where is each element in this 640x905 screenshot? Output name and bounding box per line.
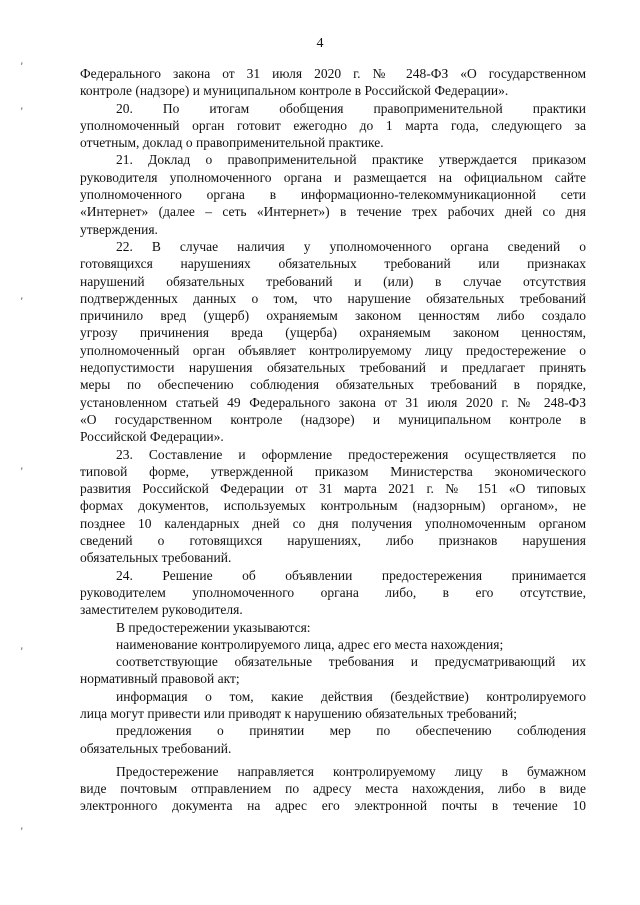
text-line: уполномоченного органа в информационно-телекоммуникационной сети bbox=[80, 187, 586, 203]
text-line: обязательных требований. bbox=[80, 740, 232, 756]
text-line: обязательных требований. bbox=[80, 550, 232, 566]
text-line: В предостережении указываются: bbox=[116, 619, 311, 635]
text-line: угрозу причинения вреда (ущерба) охраняемым законом ценностям, bbox=[80, 325, 586, 341]
list-item: информация о том, какие действия (бездействие) контролируемого bbox=[116, 688, 586, 704]
text-line: нарушений обязательных требований и (или) в случае отсутствия bbox=[80, 273, 586, 289]
text-line: нормативный правовой акт; bbox=[80, 671, 240, 687]
text-line: формах документов, используемых контрольным (надзорным) органом», не bbox=[80, 498, 586, 514]
text-line: установленном статьей 49 Федерального закона от 31 июля 2020 г. № 248-ФЗ bbox=[80, 394, 586, 410]
text-line: утверждения. bbox=[80, 221, 158, 237]
margin-mark: , bbox=[20, 819, 24, 832]
text-line: причинило вред (ущерб) охраняемым законом ценностям либо создало bbox=[80, 308, 586, 324]
margin-mark: , bbox=[20, 459, 24, 472]
list-item: предложения о принятии мер по обеспечению соблюдения bbox=[116, 723, 586, 739]
margin-mark: , bbox=[20, 289, 24, 302]
paragraph-20-line: 20. По итогам обобщения правоприменительной практики bbox=[116, 100, 586, 116]
text-line: руководителем уполномоченного органа либо, в его отсутствие, bbox=[80, 584, 586, 600]
paragraph-23-line: 23. Составление и оформление предостережения осуществляется по bbox=[116, 446, 586, 462]
margin-mark: , bbox=[20, 639, 24, 652]
paragraph-24-line: 24. Решение об объявлении предостережения принимается bbox=[116, 567, 586, 583]
paragraph-22-line: 22. В случае наличия у уполномоченного органа сведений о bbox=[116, 238, 586, 254]
text-line: Российской Федерации». bbox=[80, 429, 224, 445]
text-line: Федерального закона от 31 июля 2020 г. № 248-ФЗ «О государственном bbox=[80, 66, 586, 81]
text-line: готовящихся нарушениях обязательных требований или признаках bbox=[80, 256, 586, 272]
text-line: лица могут привести или приводят к нарушению обязательных требований; bbox=[80, 705, 517, 721]
list-item: наименование контролируемого лица, адрес его места нахождения; bbox=[116, 636, 504, 652]
document-body bbox=[80, 65, 586, 815]
text-line: уполномоченный орган готовит ежегодно до 1 марта года, следующего за bbox=[80, 117, 586, 133]
list-item: соответствующие обязательные требования и предусматривающий их bbox=[116, 654, 586, 670]
text-line: контроле (надзоре) и муниципальном контроле в Российской Федерации». bbox=[80, 83, 509, 99]
text-line: развития Российской Федерации от 31 марта 2021 г. № 151 «О типовых bbox=[80, 481, 586, 497]
text-line: руководителя уполномоченного органа и размещается на официальном сайте bbox=[80, 169, 586, 185]
text-line: типовой форме, утвержденной приказом Министерства экономического bbox=[80, 463, 586, 479]
text-line: позднее 10 календарных дней со дня получения уполномоченным органом bbox=[80, 515, 586, 531]
text-line: виде почтовым отправлением по адресу места нахождения, либо в виде bbox=[80, 781, 586, 797]
text-line: подтвержденных данных о том, что нарушение обязательных требований bbox=[80, 290, 586, 306]
margin-mark: , bbox=[20, 99, 24, 112]
text-line: заместителем руководителя. bbox=[80, 602, 243, 618]
margin-mark: , bbox=[20, 54, 24, 67]
text-line: «О государственном контроле (надзоре) и муниципальном контроле в bbox=[80, 411, 586, 427]
text-line: Предостережение направляется контролируемому лицу в бумажном bbox=[116, 763, 586, 779]
text-line: отчетным, доклад о правоприменительной практике. bbox=[80, 135, 384, 151]
text-line: меры по обеспечению соблюдения обязательных требований в порядке, bbox=[80, 377, 586, 393]
text-line: электронного документа на адрес его электронной почты в течение 10 bbox=[80, 798, 586, 814]
text-line: уполномоченный орган объявляет контролируемому лицу предостережение о bbox=[80, 342, 586, 358]
text-line: «Интернет» (далее – сеть «Интернет») в течение трех рабочих дней со дня bbox=[80, 204, 586, 220]
paragraph-21-line: 21. Доклад о правоприменительной практике утверждается приказом bbox=[116, 152, 586, 168]
page-number: 4 bbox=[316, 36, 324, 51]
text-line: недопустимости нарушения обязательных требований и предлагает принять bbox=[80, 360, 586, 376]
text-line: сведений о готовящихся нарушениях, либо признаков нарушения bbox=[80, 533, 586, 549]
